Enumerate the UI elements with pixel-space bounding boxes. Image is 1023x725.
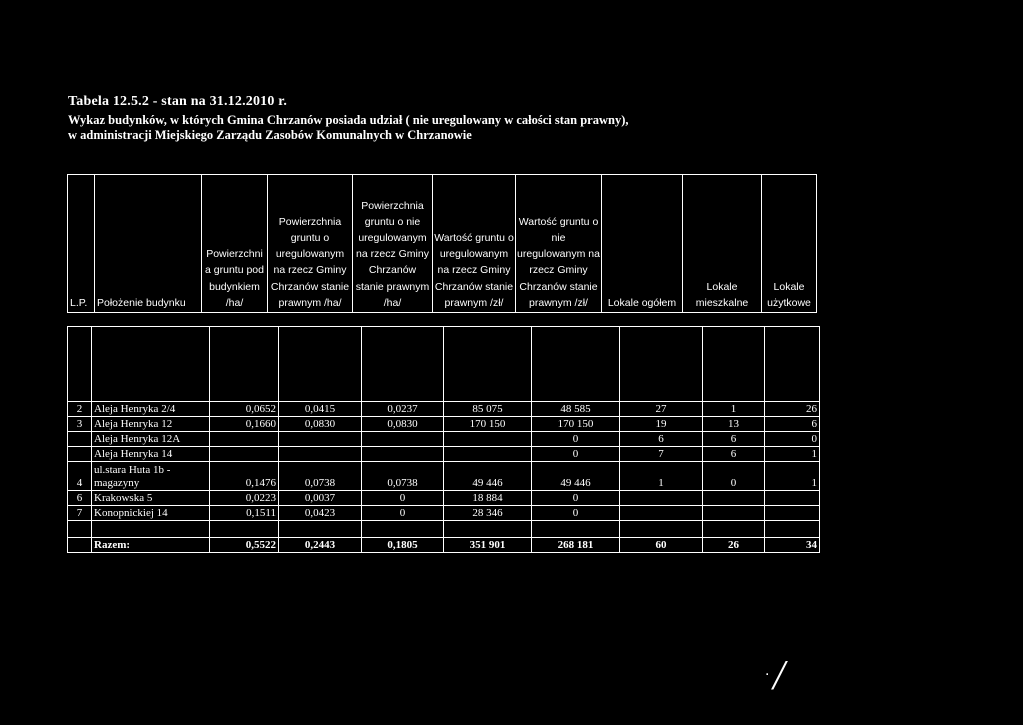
row-pow	[210, 447, 279, 462]
header-lp: L.P.	[68, 175, 95, 313]
header-wart-ureg: Wartość gruntu o uregulowanym na rzecz Gminy Chrzanów stanie prawnym /zł/	[433, 175, 516, 313]
header-lok-uzytk: Lokale użytkowe	[762, 175, 817, 313]
total-mieszk: 26	[703, 538, 765, 553]
row-pow-ureg	[279, 432, 362, 447]
data-table	[67, 326, 820, 553]
row-mieszk: 6	[703, 432, 765, 447]
row-mieszk	[703, 491, 765, 506]
row-mieszk	[703, 506, 765, 521]
row-pow-nieureg	[362, 432, 444, 447]
row-pow-ureg: 0,0738	[279, 462, 362, 491]
table-row	[68, 491, 820, 506]
row-lp: 2	[68, 402, 92, 417]
row-ogolem	[620, 506, 703, 521]
row-wart-ureg: 18 884	[444, 491, 532, 506]
row-wart-nieureg: 0	[532, 506, 620, 521]
total-label: Razem:	[92, 538, 210, 553]
row-wart-ureg: 49 446	[444, 462, 532, 491]
row-wart-ureg: 28 346	[444, 506, 532, 521]
table-row	[68, 402, 820, 417]
row-wart-nieureg: 0	[532, 491, 620, 506]
total-pow-ureg: 0,2443	[279, 538, 362, 553]
row-wart-nieureg: 170 150	[532, 417, 620, 432]
page-title: Tabela 12.5.2 - stan na 31.12.2010 r.	[68, 94, 288, 109]
table-row	[68, 462, 820, 491]
row-uzytk: 1	[765, 462, 820, 491]
total-wart-ureg: 351 901	[444, 538, 532, 553]
row-pow: 0,1660	[210, 417, 279, 432]
header-polozenie: Położenie budynku	[95, 175, 202, 313]
row-pow: 0,0223	[210, 491, 279, 506]
total-row	[68, 538, 820, 553]
handwritten-stroke: /	[773, 653, 785, 699]
row-pow	[210, 432, 279, 447]
table-row	[68, 447, 820, 462]
header-lok-ogolem: Lokale ogółem	[602, 175, 683, 313]
row-pow: 0,0652	[210, 402, 279, 417]
row-uzytk: 6	[765, 417, 820, 432]
header-wart-nieureg: Wartość gruntu o nie uregulowanym na rzecz Gminy Chrzanów stanie prawnym /zł/	[516, 175, 602, 313]
row-wart-ureg	[444, 447, 532, 462]
row-wart-nieureg: 0	[532, 432, 620, 447]
row-ogolem: 7	[620, 447, 703, 462]
spacer-row	[68, 327, 820, 402]
row-pow-nieureg: 0	[362, 491, 444, 506]
row-wart-nieureg: 0	[532, 447, 620, 462]
row-mieszk: 0	[703, 462, 765, 491]
table-row	[68, 432, 820, 447]
row-adres: Aleja Henryka 2/4	[92, 402, 210, 417]
total-pow: 0,5522	[210, 538, 279, 553]
row-pow-ureg: 0,0415	[279, 402, 362, 417]
subtitle-line-2: w administracji Miejskiego Zarządu Zasobów Komunalnych w Chrzanowie	[68, 128, 472, 142]
row-pow-nieureg: 0,0237	[362, 402, 444, 417]
subtitle-line-1: Wykaz budynków, w których Gmina Chrzanów posiada udział ( nie uregulowany w całości stan prawny),	[68, 113, 629, 127]
header-lok-mieszk: Lokale mieszkalne	[683, 175, 762, 313]
row-lp: 4	[68, 462, 92, 491]
row-mieszk: 6	[703, 447, 765, 462]
row-uzytk: 26	[765, 402, 820, 417]
row-lp: 6	[68, 491, 92, 506]
row-pow-ureg: 0,0423	[279, 506, 362, 521]
row-uzytk	[765, 491, 820, 506]
row-pow-nieureg: 0,0738	[362, 462, 444, 491]
row-wart-nieureg: 49 446	[532, 462, 620, 491]
row-adres: ul.stara Huta 1b - magazyny	[92, 462, 210, 491]
row-ogolem: 6	[620, 432, 703, 447]
row-uzytk: 0	[765, 432, 820, 447]
row-pow-nieureg	[362, 447, 444, 462]
row-pow-ureg: 0,0037	[279, 491, 362, 506]
row-pow: 0,1511	[210, 506, 279, 521]
row-ogolem: 19	[620, 417, 703, 432]
total-pow-nieureg: 0,1805	[362, 538, 444, 553]
row-wart-ureg	[444, 432, 532, 447]
row-pow-ureg	[279, 447, 362, 462]
row-ogolem: 27	[620, 402, 703, 417]
header-pow-ureg: Powierzchnia gruntu o uregulowanym na rzecz Gminy Chrzanów stanie prawnym /ha/	[268, 175, 353, 313]
spacer-row	[68, 521, 820, 538]
row-pow-nieureg: 0	[362, 506, 444, 521]
table-row	[68, 417, 820, 432]
row-lp: 3	[68, 417, 92, 432]
total-wart-nieureg: 268 181	[532, 538, 620, 553]
table-row	[68, 506, 820, 521]
row-lp	[68, 432, 92, 447]
row-adres: Konopnickiej 14	[92, 506, 210, 521]
row-mieszk: 13	[703, 417, 765, 432]
row-pow-nieureg: 0,0830	[362, 417, 444, 432]
row-pow: 0,1476	[210, 462, 279, 491]
row-lp: 7	[68, 506, 92, 521]
row-adres: Aleja Henryka 12	[92, 417, 210, 432]
header-pow-pod: Powierzchni a gruntu pod budynkiem /ha/	[202, 175, 268, 313]
row-uzytk: 1	[765, 447, 820, 462]
row-mieszk: 1	[703, 402, 765, 417]
row-pow-ureg: 0,0830	[279, 417, 362, 432]
row-adres: Krakowska 5	[92, 491, 210, 506]
header-table	[67, 174, 817, 313]
header-pow-nieureg: Powierzchnia gruntu o nie uregulowanym na rzecz Gminy Chrzanów stanie prawnym /ha/	[353, 175, 433, 313]
row-wart-ureg: 170 150	[444, 417, 532, 432]
row-wart-nieureg: 48 585	[532, 402, 620, 417]
row-ogolem	[620, 491, 703, 506]
total-ogolem: 60	[620, 538, 703, 553]
dot-mark: .	[765, 662, 770, 679]
row-uzytk	[765, 506, 820, 521]
row-wart-ureg: 85 075	[444, 402, 532, 417]
total-uzytk: 34	[765, 538, 820, 553]
row-adres: Aleja Henryka 12A	[92, 432, 210, 447]
row-lp	[68, 447, 92, 462]
row-ogolem: 1	[620, 462, 703, 491]
row-adres: Aleja Henryka 14	[92, 447, 210, 462]
